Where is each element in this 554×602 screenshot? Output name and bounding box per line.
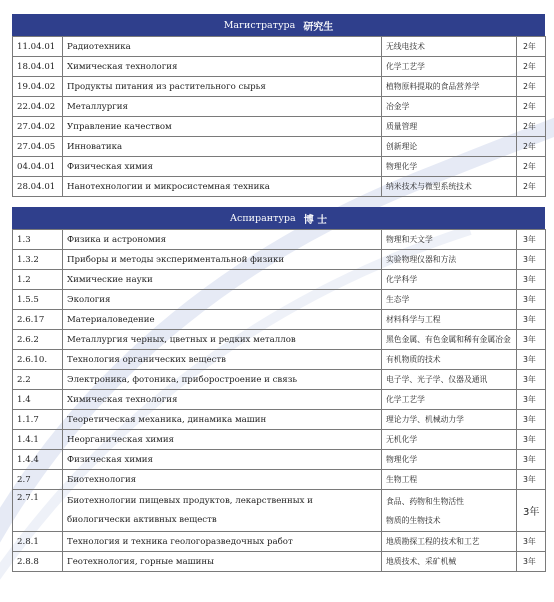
masters-header — [12, 14, 545, 36]
program-name-ru: Технология и техника геологоразведочных работ — [63, 532, 382, 552]
program-duration: 3年 — [517, 532, 546, 552]
program-code: 18.04.01 — [13, 57, 63, 77]
program-name-ru: Физическая химия — [63, 450, 382, 470]
program-name-ru: Экология — [63, 290, 382, 310]
table-row — [13, 370, 546, 390]
program-duration: 3年 — [517, 290, 546, 310]
program-duration: 3年 — [517, 330, 546, 350]
table-row — [13, 430, 546, 450]
program-name-ru: Физическая химия — [63, 157, 382, 177]
program-name-ru: Инноватика — [63, 137, 382, 157]
program-name-ru: Технология органических веществ — [63, 350, 382, 370]
table-row — [13, 450, 546, 470]
table-row — [13, 552, 546, 572]
program-duration: 3年 — [517, 552, 546, 572]
table-row — [13, 77, 546, 97]
program-duration: 3年 — [517, 270, 546, 290]
masters-header-cn: 研究生 — [303, 21, 334, 33]
program-name-cn: 实验物理仪器和方法 — [382, 250, 517, 270]
program-duration: 3年 — [517, 370, 546, 390]
program-code: 2.7 — [13, 470, 63, 490]
masters-table — [12, 36, 546, 197]
program-code: 2.6.2 — [13, 330, 63, 350]
program-name-cn: 植物原料提取的食品营养学 — [382, 77, 517, 97]
table-row — [13, 37, 546, 57]
program-name-ru: Приборы и методы экспериментальной физики — [63, 250, 382, 270]
table-row — [13, 470, 546, 490]
program-name-cn: 化学工艺学 — [382, 390, 517, 410]
program-code: 27.04.02 — [13, 117, 63, 137]
program-code: 04.04.01 — [13, 157, 63, 177]
program-name-cn: 化学工艺学 — [382, 57, 517, 77]
program-name-ru: Неорганическая химия — [63, 430, 382, 450]
program-name-ru: Химическая технология — [63, 57, 382, 77]
program-name-cn: 冶金学 — [382, 97, 517, 117]
program-code: 2.8.8 — [13, 552, 63, 572]
phd-header — [12, 207, 545, 229]
program-name-ru: Материаловедение — [63, 310, 382, 330]
program-code: 27.04.05 — [13, 137, 63, 157]
program-name-ru: Биотехнология — [63, 470, 382, 490]
program-duration: 3年 — [517, 410, 546, 430]
table-row — [13, 350, 546, 370]
program-duration: 2年 — [517, 77, 546, 97]
program-name-cn-line1: 食品、药物和生物活性 — [386, 496, 464, 506]
program-name-ru: Теоретическая механика, динамика машин — [63, 410, 382, 430]
program-duration: 3年 — [517, 470, 546, 490]
program-name-ru: Продукты питания из растительного сырья — [63, 77, 382, 97]
phd-header-ru: Аспирантура — [229, 212, 296, 224]
phd-header-cn: 博 士 — [303, 214, 328, 226]
program-name-ru: Физика и астрономия — [63, 230, 382, 250]
table-row — [13, 57, 546, 77]
program-code: 11.04.01 — [13, 37, 63, 57]
masters-section — [12, 14, 545, 197]
program-name-cn: 黑色金属、有色金属和稀有金属冶金 — [382, 330, 517, 350]
program-duration: 2年 — [517, 37, 546, 57]
table-row — [13, 97, 546, 117]
program-name-ru: Нанотехнологии и микросистемная техника — [63, 177, 382, 197]
program-code: 2.2 — [13, 370, 63, 390]
program-duration: 2年 — [517, 137, 546, 157]
program-code: 2.7.1 — [13, 490, 63, 532]
program-name-ru: Химическая технология — [63, 390, 382, 410]
program-duration: 2年 — [517, 57, 546, 77]
program-duration: 2年 — [517, 177, 546, 197]
program-code: 1.4.1 — [13, 430, 63, 450]
program-code: 28.04.01 — [13, 177, 63, 197]
program-code: 2.8.1 — [13, 532, 63, 552]
table-row — [13, 250, 546, 270]
program-code: 1.5.5 — [13, 290, 63, 310]
program-code: 1.3 — [13, 230, 63, 250]
program-name-cn: 纳米技术与微型系统技术 — [382, 177, 517, 197]
program-name-ru: Электроника, фотоника, приборостроение и связь — [63, 370, 382, 390]
table-row — [13, 290, 546, 310]
program-name-ru: Геотехнология, горные машины — [63, 552, 382, 572]
program-name-ru: Радиотехника — [63, 37, 382, 57]
table-row — [13, 230, 546, 250]
table-row — [13, 532, 546, 552]
program-duration: 2年 — [517, 117, 546, 137]
program-duration: 3年 — [517, 250, 546, 270]
table-row — [13, 117, 546, 137]
program-name-cn: 物理化学 — [382, 450, 517, 470]
program-code: 1.4.4 — [13, 450, 63, 470]
program-name-cn: 地质勘探工程的技术和工艺 — [382, 532, 517, 552]
table-row — [13, 137, 546, 157]
program-code: 1.2 — [13, 270, 63, 290]
table-row — [13, 310, 546, 330]
program-duration: 3年 — [517, 430, 546, 450]
table-row — [13, 410, 546, 430]
program-name-cn — [382, 490, 517, 532]
program-name-ru: Управление качеством — [63, 117, 382, 137]
program-name-cn: 生态学 — [382, 290, 517, 310]
program-name-cn: 物理化学 — [382, 157, 517, 177]
program-code: 1.3.2 — [13, 250, 63, 270]
program-name-ru: Химические науки — [63, 270, 382, 290]
program-code: 1.1.7 — [13, 410, 63, 430]
phd-section — [12, 207, 545, 572]
program-name-cn: 无线电技术 — [382, 37, 517, 57]
program-name-cn: 理论力学、机械动力学 — [382, 410, 517, 430]
program-name-ru-line1: Биотехнологии пищевых продуктов, лекарственных и — [67, 495, 313, 506]
program-code: 1.4 — [13, 390, 63, 410]
table-row-multiline — [13, 490, 546, 532]
program-code: 2.6.10. — [13, 350, 63, 370]
program-duration: 3年 — [517, 450, 546, 470]
program-name-cn: 化学科学 — [382, 270, 517, 290]
program-code: 19.04.02 — [13, 77, 63, 97]
program-code: 2.6.17 — [13, 310, 63, 330]
table-row — [13, 157, 546, 177]
table-row — [13, 330, 546, 350]
table-row — [13, 177, 546, 197]
program-duration: 2年 — [517, 97, 546, 117]
program-name-cn: 质量管理 — [382, 117, 517, 137]
program-duration: 3年 — [517, 490, 546, 532]
program-name-ru — [63, 490, 382, 532]
program-name-ru: Металлургия — [63, 97, 382, 117]
program-name-ru-line2: биологически активных веществ — [67, 514, 217, 525]
program-name-cn: 材料科学与工程 — [382, 310, 517, 330]
program-duration: 2年 — [517, 157, 546, 177]
table-row — [13, 270, 546, 290]
program-name-cn: 地质技术、采矿机械 — [382, 552, 517, 572]
table-row — [13, 390, 546, 410]
program-name-cn: 创新理论 — [382, 137, 517, 157]
program-duration: 3年 — [517, 350, 546, 370]
program-duration: 3年 — [517, 390, 546, 410]
program-name-cn: 物理和天文学 — [382, 230, 517, 250]
program-duration: 3年 — [517, 230, 546, 250]
program-name-cn: 电子学、光子学、仪器及通讯 — [382, 370, 517, 390]
program-name-ru: Металлургия черных, цветных и редких металлов — [63, 330, 382, 350]
program-name-cn-line2: 物质的生物技术 — [386, 515, 441, 525]
program-name-cn: 有机物质的技术 — [382, 350, 517, 370]
program-code: 22.04.02 — [13, 97, 63, 117]
masters-header-ru: Магистратура — [223, 19, 296, 31]
program-name-cn: 生物工程 — [382, 470, 517, 490]
phd-table — [12, 229, 546, 572]
program-name-cn: 无机化学 — [382, 430, 517, 450]
program-duration: 3年 — [517, 310, 546, 330]
